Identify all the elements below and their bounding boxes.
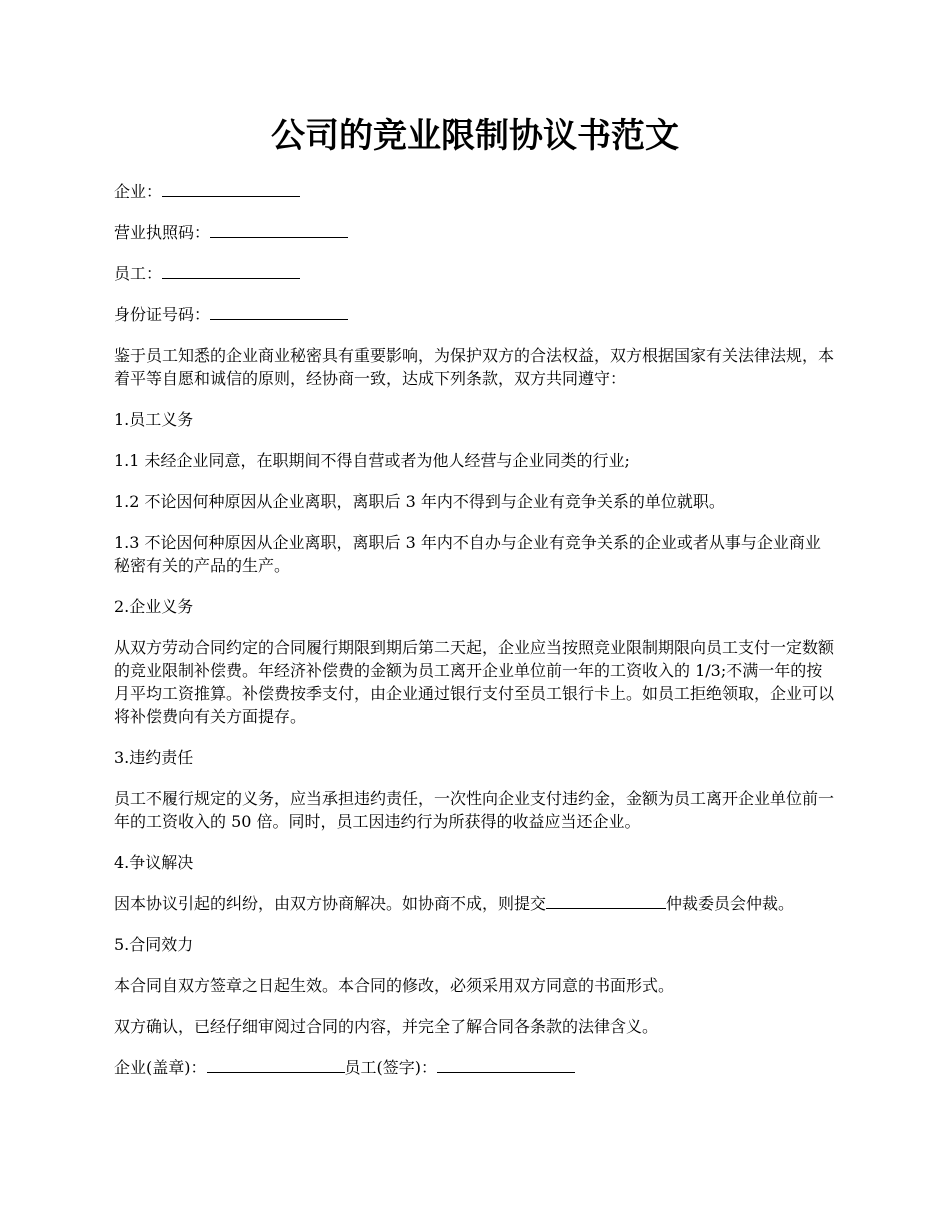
section-4-body-b: 仲裁委员会仲裁。 <box>666 894 795 913</box>
employee-blank <box>162 262 300 279</box>
document-body <box>114 180 836 1097</box>
section-4-heading: 4.争议解决 <box>114 853 194 872</box>
preamble-paragraph: 鉴于员工知悉的企业商业秘密具有重要影响，为保护双方的合法权益，双方根据国家有关法律法规，本着平等自愿和诚信的原则，经协商一致，达成下列条款，双方共同遵守： <box>114 346 835 388</box>
license-label: 营业执照码： <box>114 223 211 242</box>
company-seal-blank <box>207 1056 345 1073</box>
section-2-body: 从双方劳动合同约定的合同履行期限到期后第二天起，企业应当按照竞业限制期限向员工支付一定数额的竞业限制补偿费。年经济补偿费的金额为员工离开企业单位前一年的工资收入的 1/3;不满一年的按月平均工资推算。补偿费按季支付，由企业通过银行支付至员工银行卡上。如员工拒绝领取，企业可以将补偿费向有关方面提存。 <box>114 638 835 726</box>
document-title: 公司的竞业限制协议书范文 <box>271 116 679 156</box>
section-5-body: 本合同自双方签章之日起生效。本合同的修改，必须采用双方同意的书面形式。 <box>114 976 675 995</box>
signature-line <box>114 1056 836 1079</box>
employee-sign-blank <box>437 1056 575 1073</box>
arbitration-blank <box>546 892 666 909</box>
id-blank <box>210 303 348 320</box>
section-1-heading: 1.员工义务 <box>114 410 194 429</box>
license-field <box>114 221 836 244</box>
clause-1-3: 1.3 不论因何种原因从企业离职，离职后 3 年内不自办与企业有竞争关系的企业或者从事与企业商业秘密有关的产品的生产。 <box>114 533 821 575</box>
company-blank <box>162 180 300 197</box>
section-4-body <box>114 892 836 915</box>
clause-1-1: 1.1 未经企业同意，在职期间不得自营或者为他人经营与企业同类的行业; <box>114 451 630 470</box>
id-field <box>114 303 836 326</box>
company-seal-label: 企业(盖章)： <box>114 1058 207 1077</box>
company-field <box>114 180 836 203</box>
section-2-heading: 2.企业义务 <box>114 597 194 616</box>
employee-label: 员工： <box>114 264 163 283</box>
company-label: 企业： <box>114 182 163 201</box>
id-label: 身份证号码： <box>114 305 211 324</box>
section-3-body: 员工不履行规定的义务，应当承担违约责任，一次性向企业支付违约金，金额为员工离开企业单位前一年的工资收入的 50 倍。同时，员工因违约行为所获得的收益应当还企业。 <box>114 789 835 831</box>
section-3-heading: 3.违约责任 <box>114 748 194 767</box>
employee-field <box>114 262 836 285</box>
license-blank <box>210 221 348 238</box>
employee-sign-label: 员工(签字)： <box>344 1058 437 1077</box>
section-5-heading: 5.合同效力 <box>114 935 194 954</box>
clause-1-2: 1.2 不论因何种原因从企业离职，离职后 3 年内不得到与企业有竞争关系的单位就职。 <box>114 492 725 511</box>
confirmation-paragraph: 双方确认，已经仔细审阅过合同的内容，并完全了解合同各条款的法律含义。 <box>114 1017 659 1036</box>
section-4-body-a: 因本协议引起的纠纷，由双方协商解决。如协商不成，则提交 <box>114 894 547 913</box>
